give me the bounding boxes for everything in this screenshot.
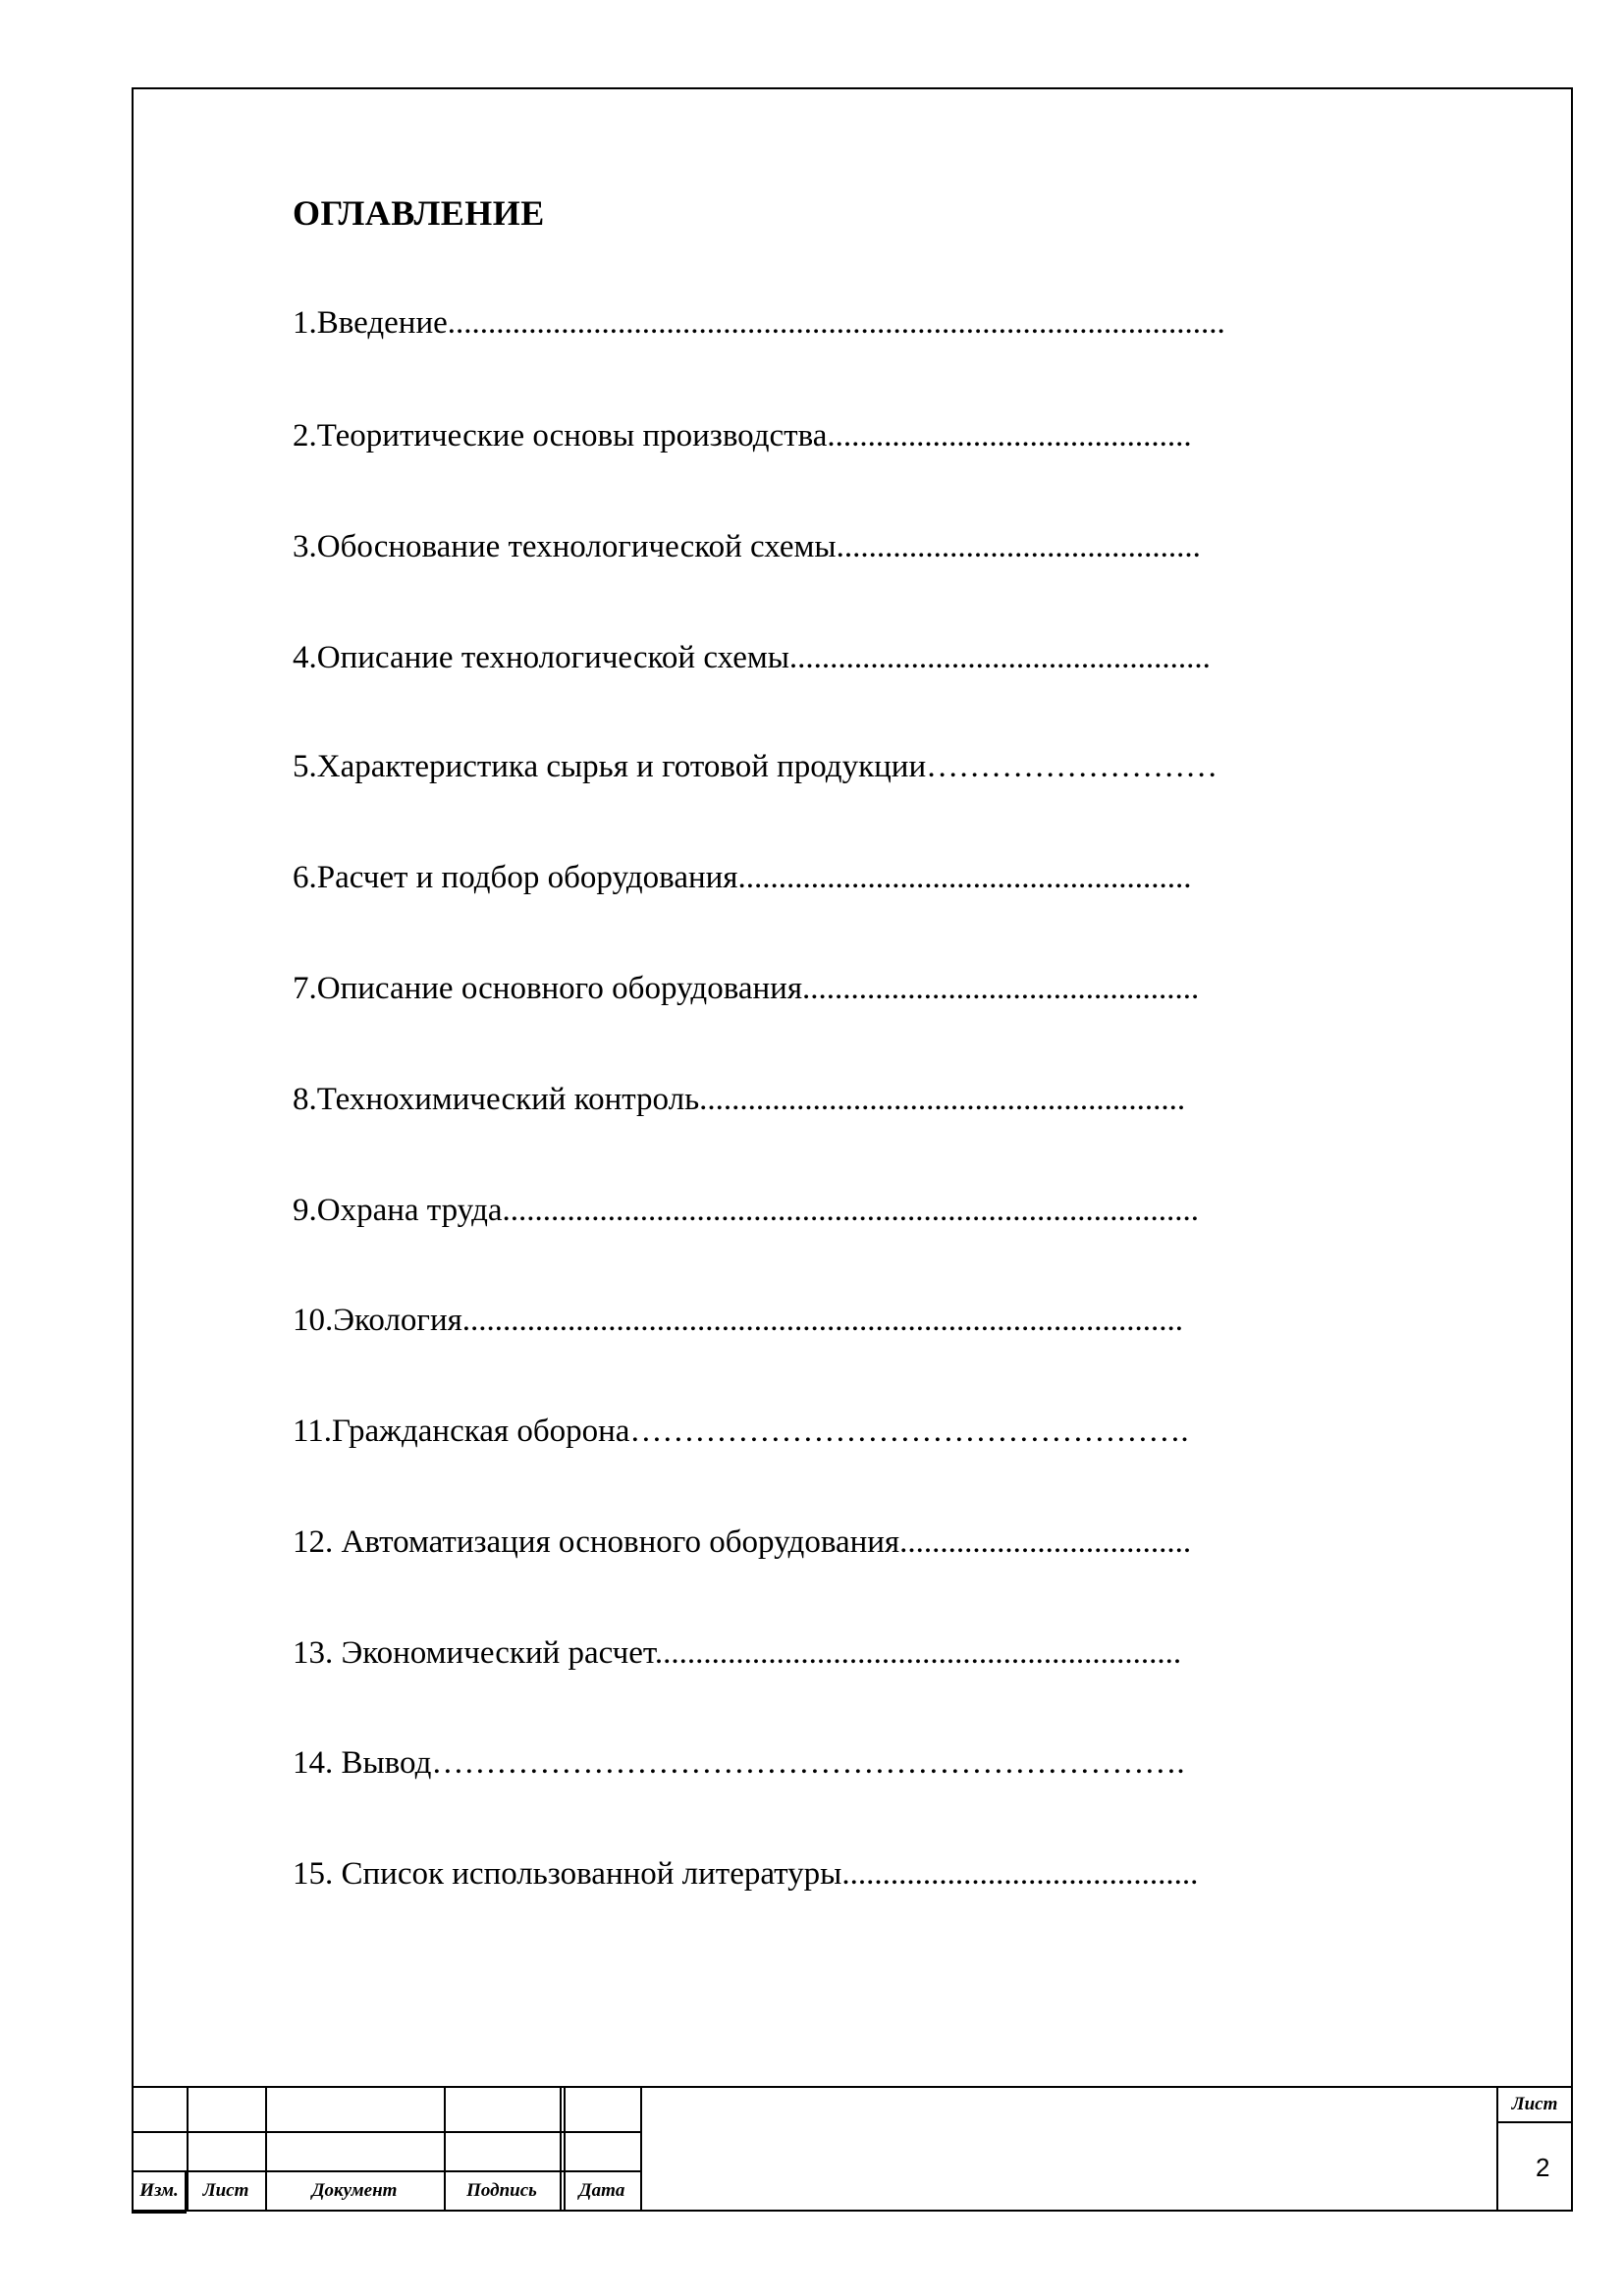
stamp-label-document: Документ bbox=[311, 2180, 398, 2201]
stamp-label-podpis: Подпись bbox=[466, 2180, 537, 2201]
toc-item[interactable]: 9.Охрана труда...................................................................................... bbox=[293, 1193, 1200, 1228]
toc-item[interactable]: 10.Экология......................................................................................... bbox=[293, 1303, 1184, 1338]
stamp-label-izm: Изм. bbox=[139, 2180, 179, 2201]
toc-item[interactable]: 12. Автоматизация основного оборудования.................................... bbox=[293, 1524, 1192, 1560]
stamp-col-line bbox=[560, 2086, 562, 2212]
toc-item[interactable]: 13. Экономический расчет................................................................. bbox=[293, 1635, 1182, 1671]
toc-item[interactable]: 3.Обоснование технологической схемы............................................. bbox=[293, 529, 1201, 564]
stamp-sheet-line bbox=[1496, 2121, 1573, 2123]
stamp-top-border bbox=[132, 2086, 1573, 2088]
toc-item[interactable]: 15. Список использованной литературы............................................ bbox=[293, 1856, 1199, 1892]
toc-item[interactable]: 8.Технохимический контроль............................................................ bbox=[293, 1082, 1186, 1117]
stamp-label-sheet: Лист bbox=[1511, 2094, 1558, 2114]
toc-item[interactable]: 1.Введение................................................................................................ bbox=[293, 305, 1225, 341]
toc-heading: ОГЛАВЛЕНИЕ bbox=[293, 193, 545, 233]
toc-item[interactable]: 5.Характеристика сырья и готовой продукции……………………… bbox=[293, 749, 1218, 784]
toc-item[interactable]: 14. Вывод……………………………………………………………. bbox=[293, 1745, 1185, 1781]
toc-item[interactable]: 4.Описание технологической схемы.................................................... bbox=[293, 640, 1211, 675]
stamp-row-line bbox=[132, 2131, 642, 2133]
stamp-col-line bbox=[640, 2086, 642, 2212]
sheet-number: 2 bbox=[1536, 2153, 1550, 2182]
stamp-row-line bbox=[132, 2170, 642, 2172]
toc-item[interactable]: 11.Гражданская оборона……………………………………………. bbox=[293, 1414, 1189, 1449]
toc-item[interactable]: 6.Расчет и подбор оборудования........................................................ bbox=[293, 860, 1192, 895]
toc-item[interactable]: 2.Теоритические основы производства............................................. bbox=[293, 418, 1192, 454]
stamp-label-data: Дата bbox=[578, 2180, 625, 2201]
title-block bbox=[132, 2086, 1573, 2212]
toc-item[interactable]: 7.Описание основного оборудования................................................. bbox=[293, 971, 1200, 1006]
stamp-label-list: Лист bbox=[202, 2180, 249, 2201]
